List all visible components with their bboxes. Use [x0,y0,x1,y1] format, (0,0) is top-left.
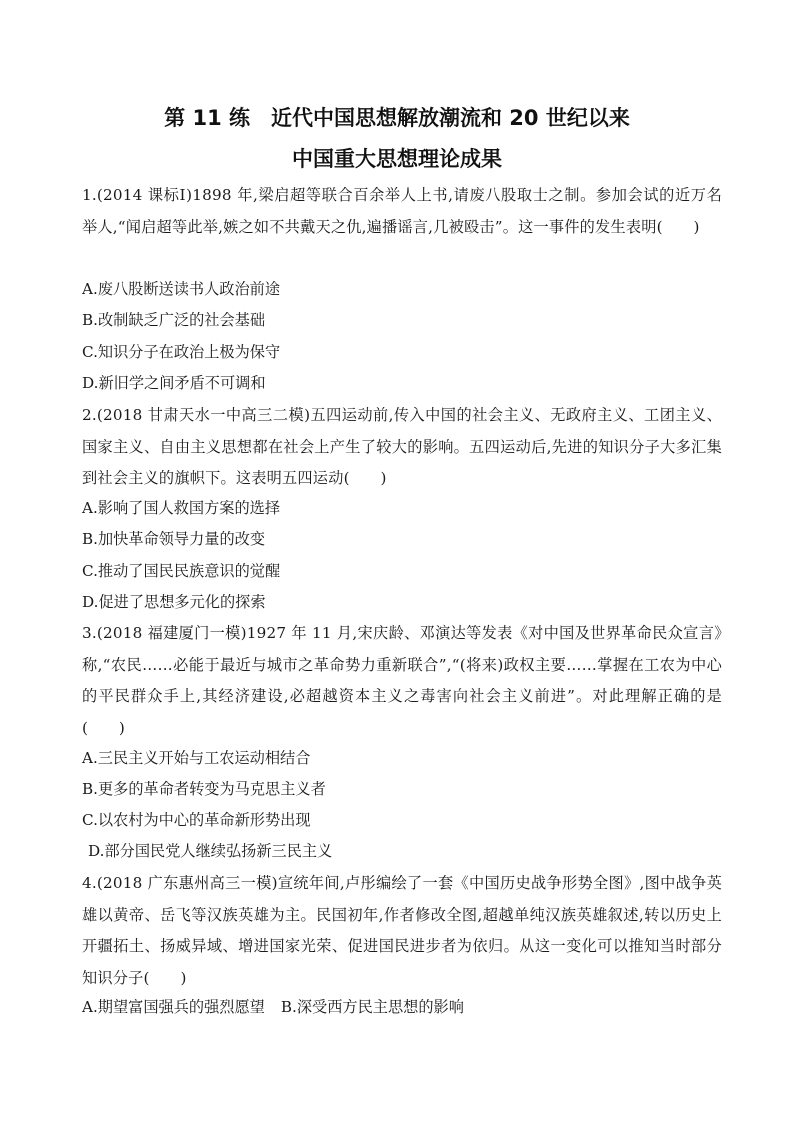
question-3-option-b: B.更多的革命者转变为马克思主义者 [82,780,326,798]
question-3-option-c: C.以农村为中心的革命新形势出现 [82,811,311,829]
question-1-stem: 1.(2014 课标Ⅰ)1898 年,梁启超等联合百余举人上书,请废八股取士之制。参加会试的近万名举人,“闻启超等此举,嫉之如不共戴天之仇,遍播谣言,几被殴击”。这一事件的发生表明( ) [82,186,722,236]
question-4-option-a: A.期望富国强兵的强烈愿望 [82,998,265,1016]
question-1-option-c: C.知识分子在政治上极为保守 [82,343,281,361]
question-1-option-b: B.改制缺乏广泛的社会基础 [82,311,266,329]
question-4-option-b: B.深受西方民主思想的影响 [280,998,464,1016]
question-3-option-d: D.部分国民党人继续弘扬新三民主义 [88,842,333,860]
question-4-options-row [82,992,464,1024]
question-2-option-d: D.促进了思想多元化的探索 [82,593,266,611]
question-3-stem: 3.(2018 福建厦门一模)1927 年 11 月,宋庆龄、邓演达等发表《对中国及世界革命民众宣言》称,“农民……必能于最近与城市之革命势力重新联合”,“(将来)政权主要……掌握在工农为中心的平民群众手上,其经济建设,必超越资本主义之毒害向社会主义前进”。对此理解正确的是( ) [82,624,722,737]
question-2-option-b: B.加快革命领导力量的改变 [82,530,266,548]
question-1-option-d: D.新旧学之间矛盾不可调和 [82,374,266,392]
question-2-option-a: A.影响了国人救国方案的选择 [82,499,281,517]
question-3-option-a: A.三民主义开始与工农运动相结合 [82,749,311,767]
page-title-line-1: 第 11 练 近代中国思想解放潮流和 20 世纪以来 [164,106,630,130]
question-1-option-a: A.废八股断送读书人政治前途 [82,280,281,298]
question-4-stem: 4.(2018 广东惠州高三一模)宣统年间,卢彤编绘了一套《中国历史战争形势全图》,图中战争英雄以黄帝、岳飞等汉族英雄为主。民国初年,作者修改全图,超越单纯汉族英雄叙述,转以历史上开疆拓土、扬威异域、增进国家光荣、促进国民进步者为依归。从这一变化可以推知当时部分知识分子( ) [82,874,722,987]
page-title-line-2: 中国重大思想理论成果 [292,147,502,171]
question-2-option-c: C.推动了国民民族意识的觉醒 [82,562,281,580]
question-2-stem: 2.(2018 甘肃天水一中高三二模)五四运动前,传入中国的社会主义、无政府主义、工团主义、国家主义、自由主义思想都在社会上产生了较大的影响。五四运动后,先进的知识分子大多汇集到社会主义的旗帜下。这表明五四运动( ) [82,406,722,487]
